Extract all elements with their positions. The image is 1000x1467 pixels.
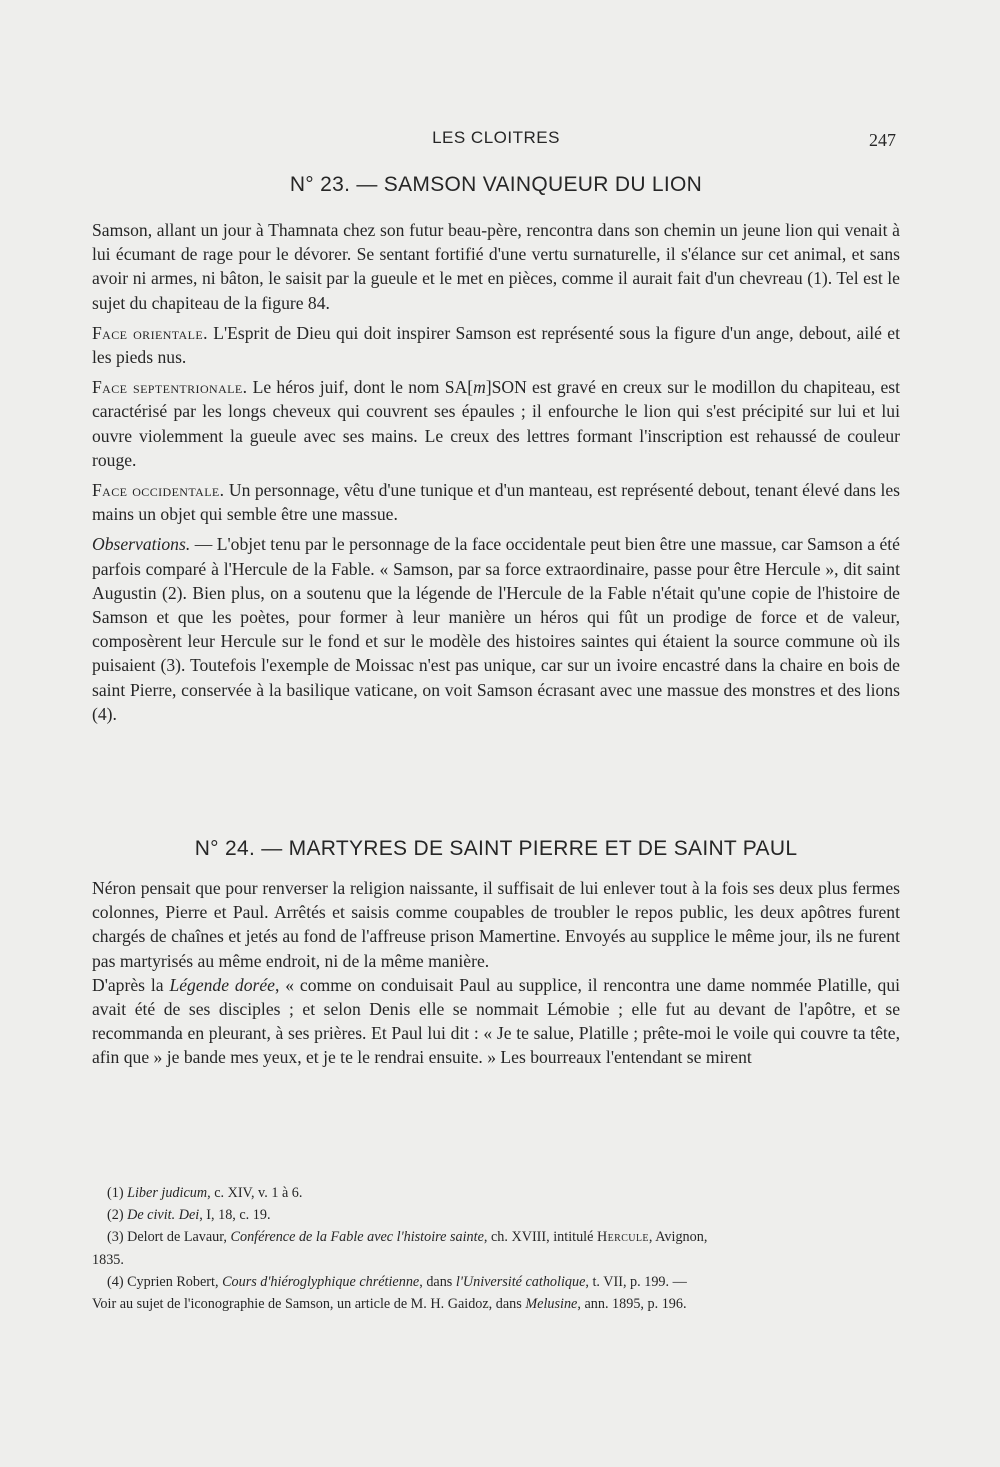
observations-label: Observations. — [92, 534, 191, 555]
face-septentrionale-italic-m: m — [473, 377, 486, 398]
face-orientale-paragraph — [92, 321, 900, 369]
section-24-paragraph-2 — [92, 973, 900, 1070]
footnote-1-rest: , c. XIV, v. 1 à 6. — [207, 1185, 303, 1201]
section-23-title: N° 23. — SAMSON VAINQUEUR DU LION — [289, 173, 703, 196]
observations-text: — L'objet tenu par le personnage de la face occidentale peut bien être une massue, car Samson a été parfois comparé à l'Hercule de la Fable. « Samson, par sa force extraordinaire, passe pour être Hercule », dit saint Augustin (2). Bien plus, on a soutenu que la légende de l'Hercule de la Fable n'était qu'une copie de l'histoire de Samson et que les poètes, pour former à leur manière un héros qui fût un prodige de force et de valeur, composèrent leur Hercule sur le fond et sur le modèle des histoires saintes qui étaient la source commune où ils puisaient (3). Toutefois l'exemple de Moissac n'est pas unique, car sur un ivoire encastré dans la chaire en bois de saint Pierre, conservée à la basilique vaticane, on voit Samson écrasant avec une massue des monstres et des lions (4). — [92, 534, 900, 724]
page-number: 247 — [869, 130, 896, 150]
footnote-4 — [92, 1271, 900, 1293]
running-head — [92, 128, 900, 152]
footnote-3-continued: 1835. — [92, 1251, 124, 1268]
footnote-2-number: (2) — [107, 1207, 128, 1224]
paragraph-2-text-b: , « comme on conduisait Paul au supplice, il rencontra une dame nommée Platille, qui avait été de ses disciples ; et selon Denis elle se nommait Lémobie ; elle fut au devant de l'apôtre, et se recommanda en pleurant, à ses prières. Et Paul lui dit : « Je te salue, Platille ; prête-moi le voile qui couvre ta tête, afin que » je bande mes yeux, et je te le rendrai ensuite. » Les bourreaux l'entendant se mirent — [92, 974, 901, 1068]
footnote-3-title: Conférence de la Fable avec l'histoire sainte — [230, 1229, 484, 1246]
footnote-2-rest: , I, 18, c. 19. — [199, 1207, 271, 1224]
section-24-body — [92, 876, 900, 1070]
running-title: LES CLOITRES — [432, 128, 560, 147]
face-occidentale-text: Un personnage, vêtu d'une tunique et d'un manteau, est représenté debout, tenant élevé dans les mains un objet qui semble être une massue. — [92, 480, 900, 525]
legende-doree-title: Légende dorée — [169, 974, 275, 995]
face-septentrionale-paragraph — [92, 375, 900, 472]
face-septentrionale-text-2: ]SON est gravé en creux sur le modillon du chapiteau, est caractérisé par les longs cheveux qui couvrent ses épaules ; il enfourche le lion qui s'est précipité sur lui et lui ouvre violemment la gueule avec ses mains. Le creux des lettres formant l'inscription est rehaussé de couleur rouge. — [92, 377, 901, 470]
footnote-3-rest: , Avignon, — [648, 1229, 708, 1246]
footnote-4-cont-a: Voir au sujet de l'iconographie de Samson, un article de M. H. Gaidoz, dans — [92, 1296, 526, 1313]
face-occidentale-label: Face occidentale. — [92, 480, 225, 501]
footnote-4-rest: , t. VII, p. 199. — — [585, 1273, 687, 1290]
paragraph-2-text-a: D'après la — [92, 974, 170, 995]
footnote-2-title: De civit. Dei — [127, 1207, 200, 1224]
footnote-1-number: (1) — [107, 1185, 128, 1201]
footnote-1 — [92, 1182, 900, 1204]
face-occidentale-paragraph — [92, 478, 900, 526]
footnote-4-title: Cours d'hiéroglyphique chrétienne — [222, 1273, 420, 1290]
section-24-title: N° 24. — MARTYRES DE SAINT PIERRE ET DE SAINT PAUL — [194, 837, 798, 860]
face-orientale-label: Face orientale. — [92, 322, 208, 343]
section-23-intro: Samson, allant un jour à Thamnata chez son futur beau-père, rencontra dans son chemin un jeune lion qui venait à lui écumant de rage pour le dévorer. Se sentant fortifié d'une vertu surnaturelle, il s'élance sur cet animal, et sans avoir ni armes, ni bâton, le saisit par la gueule et le met en pièces, comme il aurait fait d'un chevreau (1). Tel est le sujet du chapiteau de la figure 84. — [92, 220, 900, 313]
section-23-body — [92, 218, 900, 726]
footnote-4-mid: , dans — [419, 1273, 456, 1290]
face-septentrionale-text-1: Le héros juif, dont le nom SA[ — [247, 377, 474, 398]
section-24-paragraph-1: Néron pensait que pour renverser la religion naissante, il suffisait de lui enlever tout à la fois ses deux plus fermes colonnes, Pierre et Paul. Arrêtés et saisis comme coupables de troubler le repos public, les deux apôtres furent chargés de chaînes et jetés au fond de l'affreuse prison Mamertine. Envoyés au supplice le même jour, ils ne furent pas martyrisés au même endroit, ni de la même manière. — [92, 878, 900, 971]
footnote-4-number: (4) Cyprien Robert, — [107, 1273, 223, 1290]
observations-paragraph — [92, 532, 900, 726]
footnote-3-hercule: Hercule — [596, 1229, 649, 1246]
footnotes — [92, 1182, 900, 1315]
footnote-3-number: (3) Delort de Lavaur, — [107, 1229, 231, 1246]
footnote-4-melusine: Melusine — [525, 1296, 578, 1313]
footnote-4-continued — [92, 1293, 900, 1315]
footnote-1-title: Liber judicum — [127, 1185, 208, 1201]
face-orientale-text: L'Esprit de Dieu qui doit inspirer Samson est représenté sous la figure d'un ange, debout, ailé et les pieds nus. — [92, 322, 900, 368]
footnote-2 — [92, 1204, 900, 1226]
footnote-4-cont-b: , ann. 1895, p. 196. — [577, 1296, 687, 1313]
footnote-3-mid: , ch. XVIII, intitulé — [483, 1229, 597, 1246]
footnote-4-journal: l'Université catholique — [455, 1273, 586, 1290]
face-septentrionale-label: Face septentrionale. — [92, 377, 248, 398]
footnote-3 — [92, 1226, 900, 1248]
